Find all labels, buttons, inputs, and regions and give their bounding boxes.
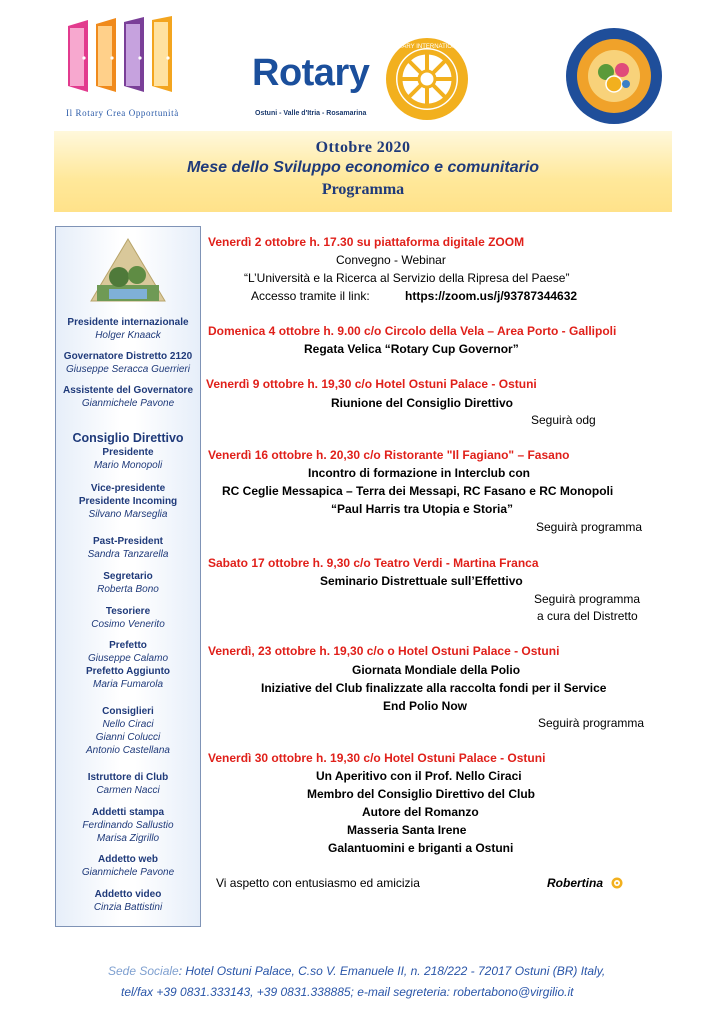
rotary-wheel-small-icon <box>611 877 623 889</box>
event-note: Seguirà odg <box>531 413 596 427</box>
officer-name: Giuseppe Seracca Guerrieri <box>66 364 190 375</box>
event-heading: Sabato 17 ottobre h. 9,30 c/o Teatro Verdi - Martina Franca <box>208 556 539 570</box>
event-line: “L’Università e la Ricerca al Servizio della Ripresa del Paese” <box>244 271 570 285</box>
officer-name: Cosimo Venerito <box>91 619 165 630</box>
event-heading: Venerdì 16 ottobre h. 20,30 c/o Ristorante "Il Fagiano" – Fasano <box>208 448 570 462</box>
event-line: Incontro di formazione in Interclub con <box>308 466 531 480</box>
role-label: Istruttore di Club <box>87 772 169 783</box>
event-line: Masseria Santa Irene <box>347 823 467 837</box>
event-line: Iniziative del Club finalizzate alla raccolta fondi per il Service <box>261 681 607 695</box>
event-note: Seguirà programma <box>536 520 643 534</box>
officer-name: Gianmichele Pavone <box>81 398 175 409</box>
rotary-brand: Rotary <box>252 52 370 94</box>
officer-name: Roberta Bono <box>97 584 159 595</box>
svg-text:ROTARY INTERNATIONAL: ROTARY INTERNATIONAL <box>390 44 464 50</box>
event-heading: Domenica 4 ottobre h. 9.00 c/o Circolo della Vela – Area Porto - Gallipoli <box>208 324 617 338</box>
title-banner <box>54 131 672 212</box>
role-label: Governatore Distretto 2120 <box>63 351 193 362</box>
officer-name: Gianmichele Pavone <box>81 867 175 878</box>
officer-name: Maria Fumarola <box>92 679 164 690</box>
footer-address: : Hotel Ostuni Palace, C.so V. Emanuele II, n. 218/222 - 72017 Ostuni (BR) Italy, <box>178 964 606 978</box>
role-label: Segretario <box>103 571 153 582</box>
board-heading: Consiglio Direttivo <box>72 431 184 445</box>
trullo-illustration-icon <box>89 237 167 303</box>
event-note: Seguirà programma <box>538 716 645 730</box>
officers-sidebar <box>55 226 201 927</box>
officer-name: Ferdinando Sallustio <box>82 820 174 831</box>
closing-text: Vi aspetto con entusiasmo ed amicizia <box>216 876 420 890</box>
role-label: Presidente <box>102 447 154 458</box>
event-line: Seminario Distrettuale sull’Effettivo <box>320 574 523 588</box>
role-label: Prefetto <box>109 640 147 651</box>
rotary-wheel-icon <box>384 36 470 122</box>
zoom-link[interactable]: https://zoom.us/j/93787344632 <box>405 289 578 303</box>
event-heading: Venerdì, 23 ottobre h. 19,30 c/o o Hotel Ostuni Palace - Ostuni <box>208 644 560 658</box>
event-line: Galantuomini e briganti a Ostuni <box>328 841 514 855</box>
event-heading: Venerdì 2 ottobre h. 17.30 su piattaforma digitale ZOOM <box>208 235 525 249</box>
officer-name: Cinzia Battistini <box>93 902 163 913</box>
officer-name: Antonio Castellana <box>86 745 170 756</box>
footer-contacts: tel/fax +39 0831.333143, +39 0831.338885; e-mail segreteria: robertabono@virgilio.it <box>121 985 574 999</box>
role-label: Addetti stampa <box>91 807 165 818</box>
club-tagline: Ostuni - Valle d'Itria - Rosamarina <box>255 110 367 117</box>
role-label: Addetto video <box>94 889 162 900</box>
officer-name: Carmen Nacci <box>96 785 160 796</box>
event-line: Membro del Consiglio Direttivo del Club <box>307 787 536 801</box>
officer-name: Mario Monopoli <box>93 460 163 471</box>
officer-name: Holger Knaack <box>95 330 161 341</box>
event-heading: Venerdì 30 ottobre h. 19,30 c/o Hotel Ostuni Palace - Ostuni <box>208 751 546 765</box>
role-label: Vice-presidente <box>90 483 166 494</box>
officer-name: Giuseppe Calamo <box>87 653 169 664</box>
event-line: “Paul Harris tra Utopia e Storia” <box>331 502 514 516</box>
role-label: Consiglieri <box>102 706 154 717</box>
club-motto: Il Rotary Crea Opportunità <box>66 108 179 118</box>
officer-name: Sandra Tanzarella <box>87 549 169 560</box>
event-heading: Venerdì 9 ottobre h. 19,30 c/o Hotel Ostuni Palace - Ostuni <box>206 377 537 391</box>
role-label: Assistente del Governatore <box>62 385 194 396</box>
link-label: Accesso tramite il link: <box>251 289 370 303</box>
officer-name: Nello Ciraci <box>102 719 154 730</box>
footer-address-line <box>108 964 605 978</box>
governor-badge-icon <box>564 26 664 126</box>
program-title: Programma <box>321 181 405 198</box>
role-label: Presidente Incoming <box>78 496 178 507</box>
event-line: End Polio Now <box>383 699 467 713</box>
officer-name: Gianni Colucci <box>95 732 161 743</box>
doors-logo-icon <box>66 14 176 94</box>
event-line: Riunione del Consiglio Direttivo <box>331 396 514 410</box>
role-label: Addetto web <box>98 854 158 865</box>
role-label: Presidente internazionale <box>67 317 189 328</box>
event-line: Autore del Romanzo <box>362 805 479 819</box>
event-note: a cura del Distretto <box>537 609 638 623</box>
role-label: Tesoriere <box>105 606 151 617</box>
footer-label: Sede Sociale <box>108 964 179 978</box>
month-title: Ottobre 2020 <box>315 139 411 156</box>
theme-title: Mese dello Sviluppo economico e comunitario <box>186 159 540 176</box>
event-line: Regata Velica “Rotary Cup Governor” <box>304 342 519 356</box>
officer-name: Silvano Marseglia <box>88 509 168 520</box>
event-line: RC Ceglie Messapica – Terra dei Messapi, RC Fasano e RC Monopoli <box>222 484 614 498</box>
signature: Robertina <box>547 876 604 890</box>
event-line: Un Aperitivo con il Prof. Nello Ciraci <box>316 769 522 783</box>
event-note: Seguirà programma <box>534 592 641 606</box>
role-label: Past-President <box>92 536 164 547</box>
event-line: Convegno - Webinar <box>336 253 446 267</box>
officer-name: Marisa Zigrillo <box>96 833 160 844</box>
role-label: Prefetto Aggiunto <box>85 666 171 677</box>
event-line: Giornata Mondiale della Polio <box>352 663 521 677</box>
